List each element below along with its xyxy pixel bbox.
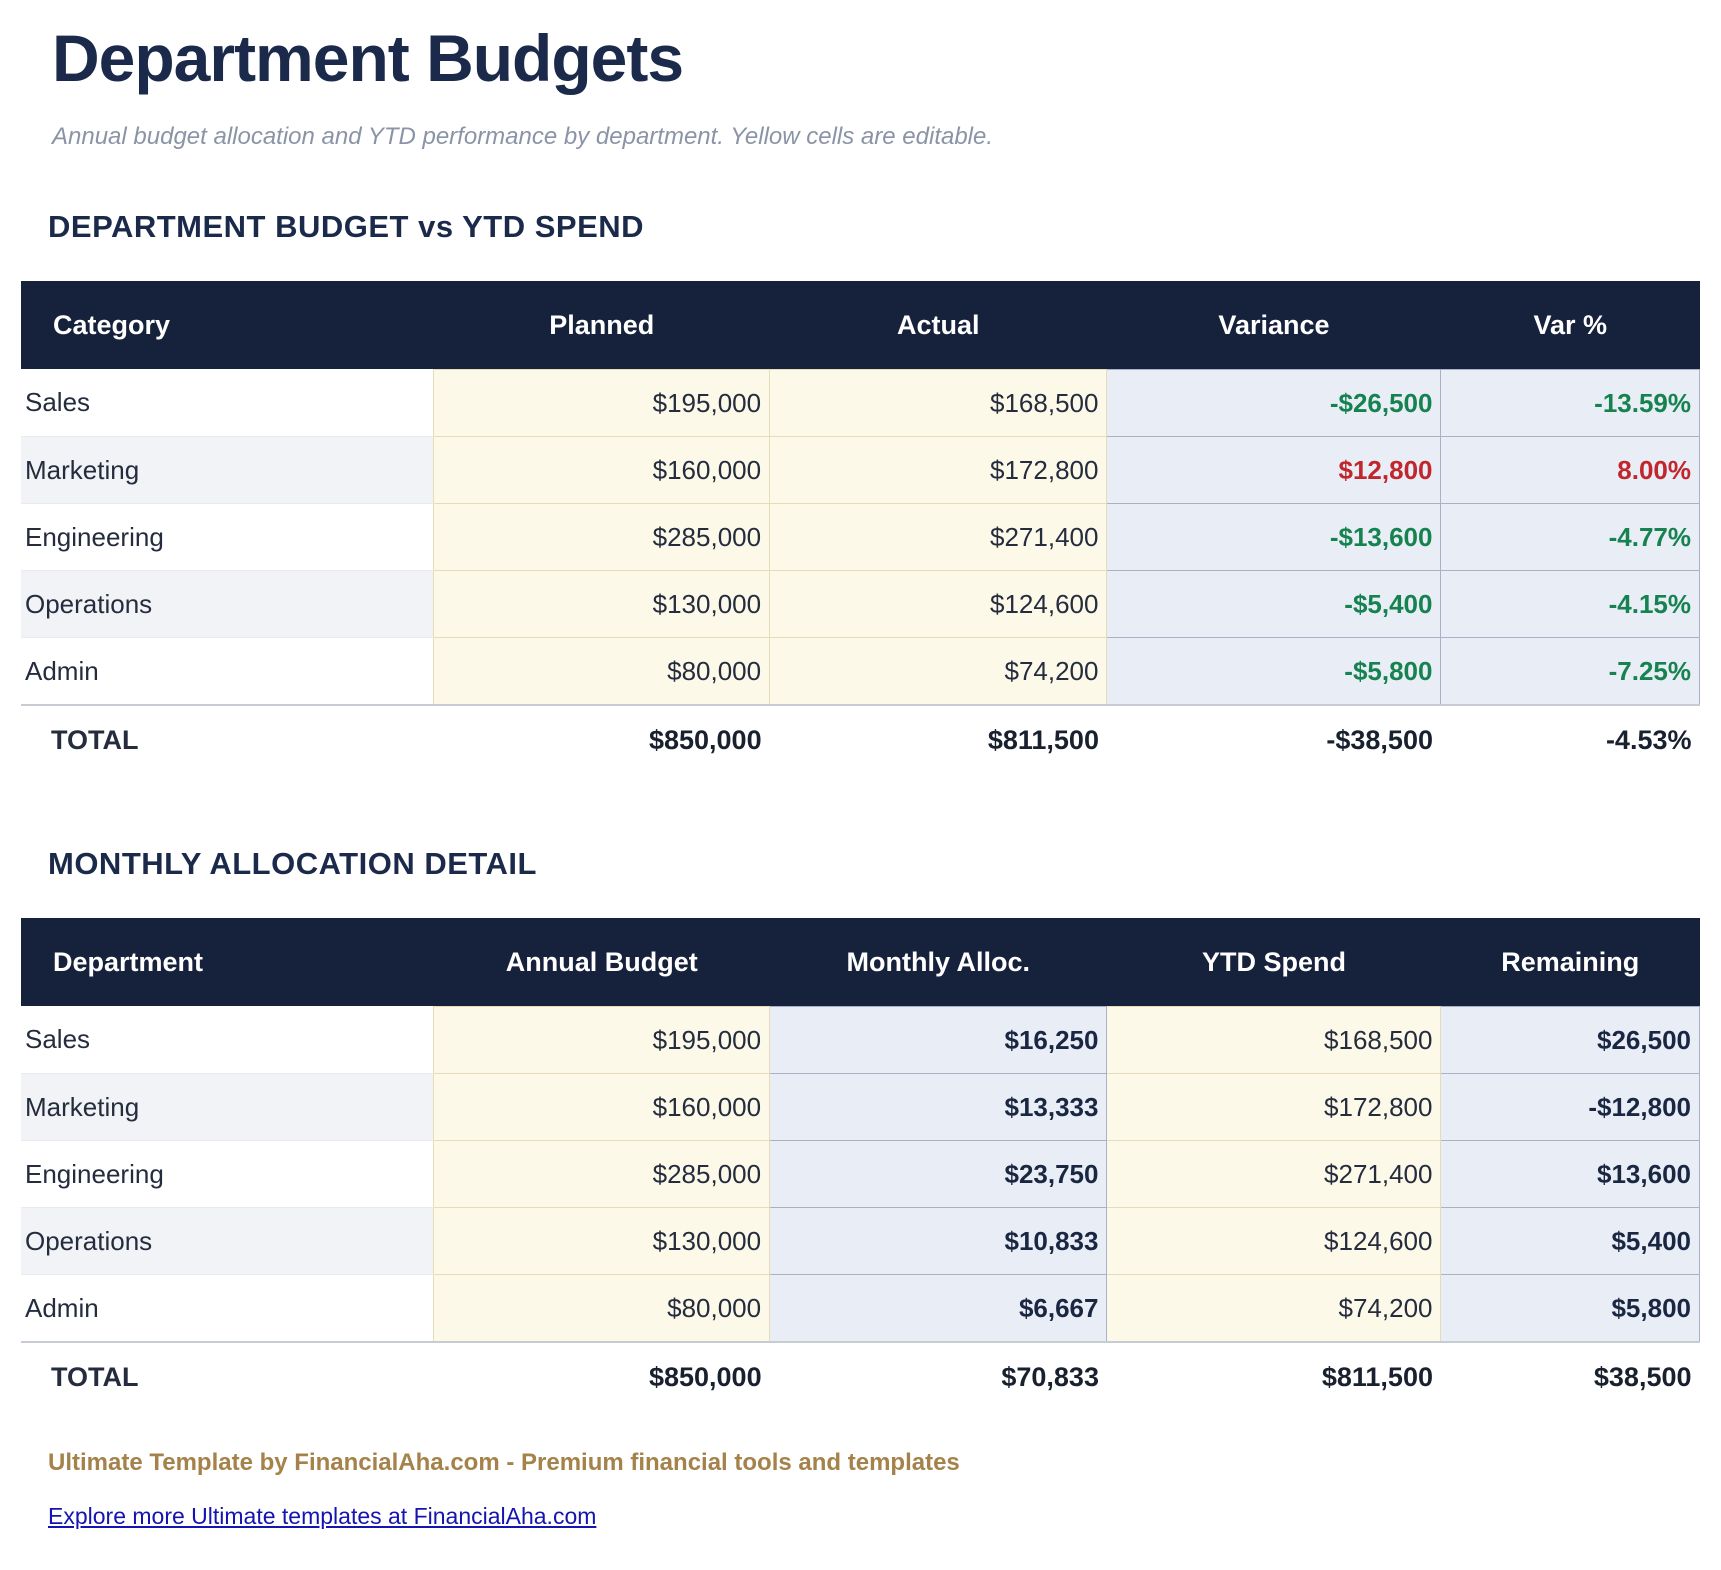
variance-cell: -$13,600 <box>1107 503 1441 570</box>
variance-cell: -$26,500 <box>1107 369 1441 436</box>
budget-vs-ytd-heading: DEPARTMENT BUDGET vs YTD SPEND <box>48 208 645 244</box>
var-column-header: Var % <box>1441 281 1700 370</box>
monthly-alloc-column-header: Monthly Alloc. <box>770 918 1107 1007</box>
explore-templates-link[interactable]: Explore more Ultimate templates at FinancialAha.com <box>48 1502 597 1529</box>
allocation-table-total-row <box>21 1342 1700 1411</box>
actual-column-header: Actual <box>770 281 1107 370</box>
department-cell: Sales <box>21 1006 434 1073</box>
total-remaining-cell: $38,500 <box>1441 1342 1700 1411</box>
table-row <box>21 436 1700 503</box>
var-pct-cell: -7.25% <box>1441 637 1700 705</box>
monthly-alloc-cell: $10,833 <box>770 1207 1107 1274</box>
planned-column-header: Planned <box>434 281 770 370</box>
footer-branding: Ultimate Template by FinancialAha.com - Premium financial tools and templates <box>48 1448 960 1476</box>
remaining-cell: $26,500 <box>1441 1006 1700 1073</box>
var-pct-cell: -4.15% <box>1441 570 1700 637</box>
table-row <box>21 1274 1700 1342</box>
category-cell: Engineering <box>21 503 434 570</box>
ytd-spend-cell[interactable]: $74,200 <box>1107 1274 1441 1342</box>
var-pct-cell: -4.77% <box>1441 503 1700 570</box>
actual-cell[interactable]: $124,600 <box>770 570 1107 637</box>
total-ytd-spend-cell: $811,500 <box>1107 1342 1441 1411</box>
category-cell: Marketing <box>21 436 434 503</box>
remaining-cell: -$12,800 <box>1441 1073 1700 1140</box>
variance-cell: -$5,400 <box>1107 570 1441 637</box>
budget-vs-ytd-section <box>21 209 1700 774</box>
footer <box>48 1449 1700 1530</box>
annual-budget-cell[interactable]: $195,000 <box>434 1006 770 1073</box>
total-var-pct-cell: -4.53% <box>1441 705 1700 774</box>
total-category-cell: TOTAL <box>21 705 434 774</box>
monthly-allocation-section <box>21 846 1700 1411</box>
planned-cell[interactable]: $285,000 <box>434 503 770 570</box>
department-cell: Marketing <box>21 1073 434 1140</box>
category-cell: Admin <box>21 637 434 705</box>
total-variance-cell: -$38,500 <box>1107 705 1441 774</box>
total-monthly-alloc-cell: $70,833 <box>770 1342 1107 1411</box>
table-row <box>21 503 1700 570</box>
variance-column-header: Variance <box>1107 281 1441 370</box>
remaining-column-header: Remaining <box>1441 918 1700 1007</box>
var-pct-cell: -13.59% <box>1441 369 1700 436</box>
planned-cell[interactable]: $160,000 <box>434 436 770 503</box>
variance-cell: -$5,800 <box>1107 637 1441 705</box>
annual-budget-cell[interactable]: $285,000 <box>434 1140 770 1207</box>
ytd-spend-cell[interactable]: $271,400 <box>1107 1140 1441 1207</box>
actual-cell[interactable]: $172,800 <box>770 436 1107 503</box>
department-column-header: Department <box>21 918 434 1007</box>
department-cell: Admin <box>21 1274 434 1342</box>
page-subtitle: Annual budget allocation and YTD performance by department. Yellow cells are editable. <box>52 122 994 150</box>
page-title: Department Budgets <box>52 21 684 95</box>
table-row <box>21 570 1700 637</box>
table-row <box>21 369 1700 436</box>
allocation-table-header-row <box>21 918 1700 1007</box>
department-cell: Engineering <box>21 1140 434 1207</box>
planned-cell[interactable]: $130,000 <box>434 570 770 637</box>
table-row <box>21 1207 1700 1274</box>
actual-cell[interactable]: $168,500 <box>770 369 1107 436</box>
ytd-spend-cell[interactable]: $168,500 <box>1107 1006 1441 1073</box>
annual-budget-column-header: Annual Budget <box>434 918 770 1007</box>
budget-table-total-row <box>21 705 1700 774</box>
monthly-allocation-table <box>21 918 1700 1411</box>
budget-table-header-row <box>21 281 1700 370</box>
monthly-alloc-cell: $13,333 <box>770 1073 1107 1140</box>
ytd-spend-cell[interactable]: $172,800 <box>1107 1073 1441 1140</box>
category-column-header: Category <box>21 281 434 370</box>
planned-cell[interactable]: $195,000 <box>434 369 770 436</box>
actual-cell[interactable]: $74,200 <box>770 637 1107 705</box>
total-actual-cell: $811,500 <box>770 705 1107 774</box>
total-department-cell: TOTAL <box>21 1342 434 1411</box>
table-row <box>21 637 1700 705</box>
department-cell: Operations <box>21 1207 434 1274</box>
var-pct-cell: 8.00% <box>1441 436 1700 503</box>
budget-vs-ytd-table <box>21 281 1700 774</box>
total-planned-cell: $850,000 <box>434 705 770 774</box>
category-cell: Sales <box>21 369 434 436</box>
total-annual-budget-cell: $850,000 <box>434 1342 770 1411</box>
monthly-allocation-heading: MONTHLY ALLOCATION DETAIL <box>48 845 537 881</box>
monthly-alloc-cell: $23,750 <box>770 1140 1107 1207</box>
remaining-cell: $5,800 <box>1441 1274 1700 1342</box>
monthly-alloc-cell: $16,250 <box>770 1006 1107 1073</box>
category-cell: Operations <box>21 570 434 637</box>
table-row <box>21 1073 1700 1140</box>
ytd-spend-cell[interactable]: $124,600 <box>1107 1207 1441 1274</box>
annual-budget-cell[interactable]: $160,000 <box>434 1073 770 1140</box>
variance-cell: $12,800 <box>1107 436 1441 503</box>
annual-budget-cell[interactable]: $130,000 <box>434 1207 770 1274</box>
table-row <box>21 1006 1700 1073</box>
actual-cell[interactable]: $271,400 <box>770 503 1107 570</box>
remaining-cell: $13,600 <box>1441 1140 1700 1207</box>
table-row <box>21 1140 1700 1207</box>
ytd-spend-column-header: YTD Spend <box>1107 918 1441 1007</box>
annual-budget-cell[interactable]: $80,000 <box>434 1274 770 1342</box>
remaining-cell: $5,400 <box>1441 1207 1700 1274</box>
planned-cell[interactable]: $80,000 <box>434 637 770 705</box>
monthly-alloc-cell: $6,667 <box>770 1274 1107 1342</box>
